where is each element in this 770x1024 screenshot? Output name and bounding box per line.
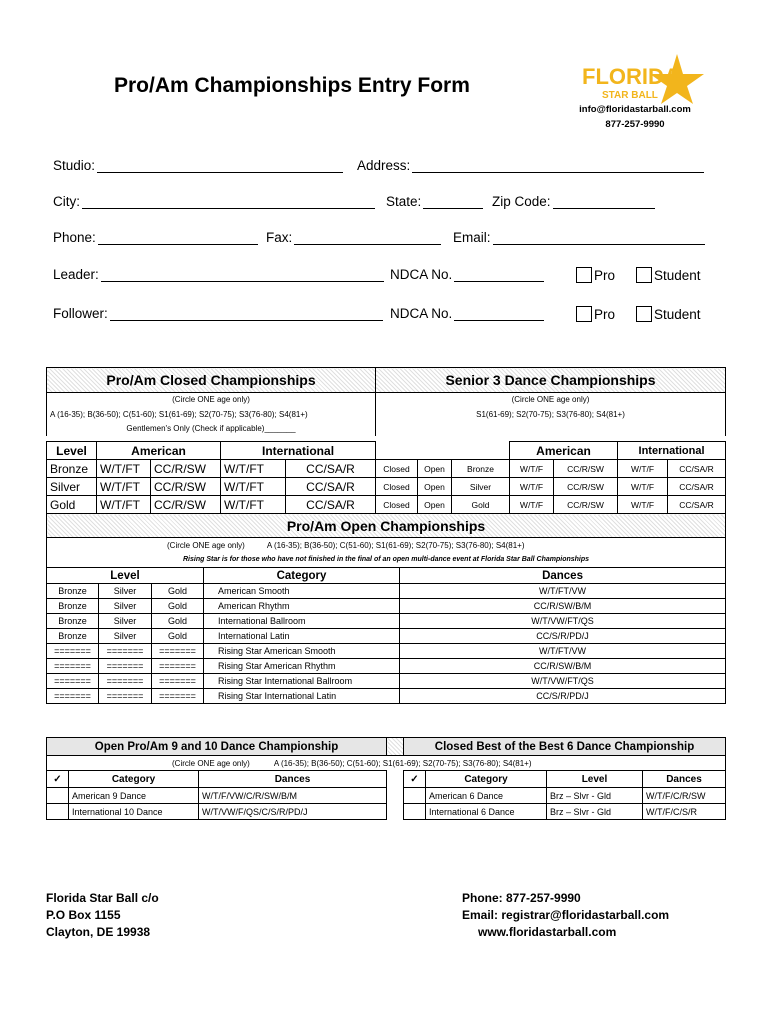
ndca-label: NDCA No.	[390, 267, 453, 282]
dances-cell: W/T/F/VW/C/R/SW/B/M	[199, 788, 387, 804]
follower-label: Follower:	[53, 306, 108, 321]
ten-dance-table	[46, 770, 387, 820]
dance-cell[interactable]: W/T/FT	[97, 460, 151, 478]
dance-cell[interactable]: W/T/F	[510, 460, 554, 478]
follower-field[interactable]	[53, 306, 383, 321]
dances-cell: W/T/FT/VW	[400, 644, 726, 659]
dance-cell[interactable]: CC/R/SW	[554, 496, 618, 514]
table-row	[47, 496, 376, 514]
dance-cell[interactable]: CC/R/SW	[151, 478, 221, 496]
fax-label: Fax:	[266, 230, 293, 245]
table-row	[47, 629, 726, 644]
follower-pro-checkbox[interactable]	[576, 306, 615, 322]
city-label: City:	[53, 194, 80, 209]
ten-dance-ages[interactable]: A (16-35); B(36-50); C(51-60); S1(61-69); S2(70-75); S3(76-80); S4(81+)	[273, 758, 532, 768]
level-cell: Bronze	[47, 460, 97, 478]
dance-cell[interactable]: W/T/FT	[221, 496, 286, 514]
closed-option[interactable]: Closed	[376, 460, 418, 478]
open-option[interactable]: Open	[418, 496, 452, 514]
level-option[interactable]: Bronze	[47, 629, 99, 644]
closed-circle-note: (Circle ONE age only)	[47, 393, 376, 407]
level-option[interactable]: Silver	[452, 478, 510, 496]
level-option[interactable]: Gold	[152, 599, 204, 614]
header-phone: 877-257-9990	[605, 119, 665, 130]
row-checkbox[interactable]	[47, 804, 69, 820]
footer-website[interactable]: www.floridastarball.com	[478, 925, 617, 939]
level-option[interactable]: =======	[152, 644, 204, 659]
address-field[interactable]	[357, 158, 704, 173]
best-six-col-level: Level	[547, 771, 643, 788]
senior-col-international: International	[618, 442, 726, 460]
dance-cell[interactable]: CC/R/SW	[151, 460, 221, 478]
level-option[interactable]: =======	[47, 659, 99, 674]
open-option[interactable]: Open	[418, 478, 452, 496]
category-cell: Rising Star American Smooth	[204, 644, 400, 659]
ten-dance-circle-note: (Circle ONE age only)	[172, 758, 250, 768]
level-option[interactable]: Silver	[99, 629, 152, 644]
pro-label: Pro	[594, 307, 616, 322]
table-row[interactable]	[404, 804, 726, 820]
dance-cell[interactable]: W/T/F	[510, 496, 554, 514]
dance-cell[interactable]: W/T/F	[510, 478, 554, 496]
svg-text:STAR BALL: STAR BALL	[602, 90, 658, 101]
dances-cell: CC/R/SW/B/M	[400, 599, 726, 614]
level-cell[interactable]: Brz – Slvr - Gld	[547, 788, 643, 804]
ten-dance-col-category: Category	[69, 771, 199, 788]
student-label: Student	[654, 268, 701, 283]
category-cell: International 6 Dance	[426, 804, 547, 820]
footer-phone: Phone: 877-257-9990	[462, 891, 581, 905]
follower-student-checkbox[interactable]	[636, 306, 701, 322]
table-row	[376, 460, 726, 478]
dance-cell[interactable]: CC/SA/R	[286, 496, 376, 514]
address-label: Address:	[357, 158, 411, 173]
level-option[interactable]: Bronze	[452, 460, 510, 478]
closed-option[interactable]: Closed	[376, 478, 418, 496]
check-icon: ✓	[404, 771, 426, 788]
dance-cell[interactable]: W/T/F	[618, 496, 668, 514]
dance-cell[interactable]: W/T/FT	[221, 460, 286, 478]
dance-cell[interactable]: CC/R/SW	[554, 460, 618, 478]
table-row	[47, 689, 726, 704]
open-ages[interactable]: A (16-35); B(36-50); C(51-60); S1(61-69); S2(70-75); S3(76-80); S4(81+)	[266, 540, 525, 550]
table-row	[376, 478, 726, 496]
ten-dance-best-six-table	[46, 737, 726, 771]
leader-ndca-field[interactable]	[390, 267, 544, 282]
leader-field[interactable]	[53, 267, 384, 282]
dance-cell[interactable]: CC/SA/R	[286, 478, 376, 496]
open-col-dances: Dances	[400, 568, 726, 584]
level-option[interactable]: =======	[99, 674, 152, 689]
table-row	[47, 674, 726, 689]
dance-cell[interactable]: CC/SA/R	[668, 478, 726, 496]
category-cell: American Smooth	[204, 584, 400, 599]
studio-label: Studio:	[53, 158, 96, 173]
level-option[interactable]: Bronze	[47, 599, 99, 614]
best-six-col-dances: Dances	[643, 771, 726, 788]
dance-cell[interactable]: CC/SA/R	[286, 460, 376, 478]
dance-cell[interactable]: W/T/F	[618, 478, 668, 496]
level-option[interactable]: Bronze	[47, 584, 99, 599]
zip-label: Zip Code:	[492, 194, 551, 209]
level-option[interactable]: Silver	[99, 584, 152, 599]
level-cell: Gold	[47, 496, 97, 514]
level-option[interactable]: =======	[152, 659, 204, 674]
category-cell: American 9 Dance	[69, 788, 199, 804]
dance-cell[interactable]: W/T/FT	[97, 496, 151, 514]
footer-line: Florida Star Ball c/o	[46, 891, 159, 905]
open-title: Pro/Am Open Championships	[47, 514, 726, 538]
student-label: Student	[654, 307, 701, 322]
dances-cell: W/T/FT/VW	[400, 584, 726, 599]
open-option[interactable]: Open	[418, 460, 452, 478]
table-row	[47, 599, 726, 614]
table-row	[376, 496, 726, 514]
gentlemen-only[interactable]: Gentlemen's Only (Check if applicable)_______	[47, 422, 376, 436]
email-field[interactable]	[453, 230, 705, 245]
category-cell: Rising Star International Ballroom	[204, 674, 400, 689]
leader-pro-checkbox[interactable]	[576, 267, 615, 283]
level-option[interactable]: =======	[99, 644, 152, 659]
level-cell: Silver	[47, 478, 97, 496]
footer-address	[46, 890, 159, 941]
closed-title: Pro/Am Closed Championships	[47, 368, 376, 393]
level-option[interactable]: Silver	[99, 599, 152, 614]
senior-levels-table	[375, 441, 726, 514]
dance-cell[interactable]: W/T/FT	[97, 478, 151, 496]
open-col-category: Category	[204, 568, 400, 584]
open-col-level: Level	[47, 568, 204, 584]
level-option[interactable]: Silver	[99, 614, 152, 629]
category-cell: Rising Star International Latin	[204, 689, 400, 704]
footer-line: Clayton, DE 19938	[46, 925, 151, 939]
table-row	[47, 614, 726, 629]
level-option[interactable]: Gold	[152, 614, 204, 629]
category-cell: International Latin	[204, 629, 400, 644]
fax-field[interactable]	[266, 230, 441, 245]
dances-cell: W/T/VW/FT/QS	[400, 614, 726, 629]
ndca-label: NDCA No.	[390, 306, 453, 321]
ten-dance-col-dances: Dances	[199, 771, 387, 788]
level-option[interactable]: =======	[152, 674, 204, 689]
level-option[interactable]: =======	[99, 659, 152, 674]
best-six-table	[403, 770, 726, 820]
city-field[interactable]	[53, 194, 375, 209]
pro-label: Pro	[594, 268, 616, 283]
closed-option[interactable]: Closed	[376, 496, 418, 514]
footer-contact	[462, 890, 669, 941]
best-six-title: Closed Best of the Best 6 Dance Championship	[404, 738, 726, 756]
dances-cell: CC/S/R/PD/J	[400, 629, 726, 644]
level-option[interactable]: Bronze	[47, 614, 99, 629]
zip-field[interactable]	[492, 194, 655, 209]
dances-cell: W/T/F/C/R/SW	[643, 788, 726, 804]
dance-cell[interactable]: CC/R/SW	[151, 496, 221, 514]
dances-cell: CC/S/R/PD/J	[400, 689, 726, 704]
rising-star-note: Rising Star is for those who have not finished in the final of an open multi-dance event at Florida Star Ball Championships	[47, 553, 726, 568]
category-cell: Rising Star American Rhythm	[204, 659, 400, 674]
dances-cell: CC/R/SW/B/M	[400, 659, 726, 674]
state-label: State:	[386, 194, 422, 209]
senior-col-american: American	[510, 442, 618, 460]
table-row[interactable]	[404, 788, 726, 804]
dance-cell[interactable]: W/T/FT	[221, 478, 286, 496]
closed-col-level: Level	[47, 442, 97, 460]
table-row	[47, 644, 726, 659]
best-six-col-category: Category	[426, 771, 547, 788]
level-option[interactable]: Gold	[152, 584, 204, 599]
table-row	[47, 659, 726, 674]
senior-title: Senior 3 Dance Championships	[376, 368, 726, 393]
table-row	[47, 584, 726, 599]
level-option[interactable]: =======	[152, 689, 204, 704]
svg-text:FLORIDA: FLORIDA	[582, 64, 680, 89]
state-field[interactable]	[386, 194, 483, 209]
level-cell[interactable]: Brz – Slvr - Gld	[547, 804, 643, 820]
table-row	[47, 460, 376, 478]
level-option[interactable]: =======	[47, 674, 99, 689]
closed-col-american: American	[97, 442, 221, 460]
row-checkbox[interactable]	[404, 804, 426, 820]
header-email: info@floridastarball.com	[579, 104, 691, 115]
table-row[interactable]	[47, 788, 387, 804]
studio-field[interactable]	[53, 158, 343, 173]
footer-email[interactable]: Email: registrar@floridastarball.com	[462, 908, 670, 922]
category-cell: International Ballroom	[204, 614, 400, 629]
open-rows-table	[46, 583, 726, 704]
page-title: Pro/Am Championships Entry Form	[114, 74, 470, 97]
category-cell: American 6 Dance	[426, 788, 547, 804]
dances-cell: W/T/VW/FT/QS	[400, 674, 726, 689]
dance-cell[interactable]: CC/SA/R	[668, 496, 726, 514]
leader-student-checkbox[interactable]	[636, 267, 701, 283]
category-cell: American Rhythm	[204, 599, 400, 614]
dance-cell[interactable]: W/T/F	[618, 460, 668, 478]
florida-star-ball-logo	[580, 52, 710, 104]
follower-ndca-field[interactable]	[390, 306, 544, 321]
closed-levels-table	[46, 441, 376, 514]
ten-dance-title: Open Pro/Am 9 and 10 Dance Championship	[47, 738, 387, 756]
category-cell: International 10 Dance	[69, 804, 199, 820]
dance-cell[interactable]: CC/R/SW	[554, 478, 618, 496]
closed-senior-table	[46, 367, 726, 436]
closed-col-international: International	[221, 442, 376, 460]
level-option[interactable]: =======	[47, 644, 99, 659]
dances-cell: W/T/VW/F/QS/C/S/R/PD/J	[199, 804, 387, 820]
senior-circle-note: (Circle ONE age only)	[376, 393, 726, 407]
row-checkbox[interactable]	[404, 788, 426, 804]
open-circle-note: (Circle ONE age only)	[167, 540, 245, 550]
level-option[interactable]: Gold	[152, 629, 204, 644]
phone-label: Phone:	[53, 230, 96, 245]
level-option[interactable]: =======	[99, 689, 152, 704]
level-option[interactable]: Gold	[452, 496, 510, 514]
leader-label: Leader:	[53, 267, 99, 282]
check-icon: ✓	[47, 771, 69, 788]
phone-field[interactable]	[53, 230, 258, 245]
footer-line: P.O Box 1155	[46, 908, 121, 922]
level-option[interactable]: =======	[47, 689, 99, 704]
dances-cell: W/T/F/C/S/R	[643, 804, 726, 820]
table-row	[47, 478, 376, 496]
table-row[interactable]	[47, 804, 387, 820]
closed-ages[interactable]: A (16-35); B(36-50); C(51-60); S1(61-69); S2(70-75); S3(76-80); S4(81+)	[47, 407, 376, 422]
email-label: Email:	[453, 230, 491, 245]
row-checkbox[interactable]	[47, 788, 69, 804]
senior-ages[interactable]: S1(61-69); S2(70-75); S3(76-80); S4(81+)	[376, 407, 726, 422]
open-championships-table	[46, 513, 726, 584]
dance-cell[interactable]: CC/SA/R	[668, 460, 726, 478]
